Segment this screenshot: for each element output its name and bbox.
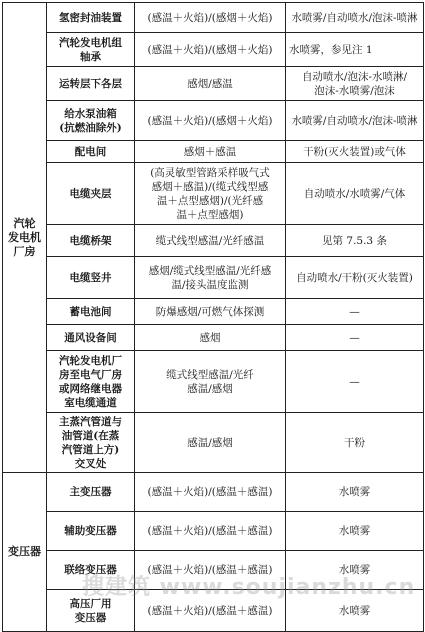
table-row xyxy=(3,413,424,473)
extinguish-cell: 干粉(灭火装置)或气体 xyxy=(286,141,424,163)
detector-cell: 感烟/缆式线型感温/光纤感 温/接头温度监测 xyxy=(135,257,286,299)
group-cell-turbine-hall: 汽轮 发电机 厂房 xyxy=(3,3,47,473)
table-row xyxy=(3,473,424,512)
extinguish-cell: 水喷雾 xyxy=(286,551,424,590)
place-cell: 运转层下各层 xyxy=(47,67,135,101)
extinguish-cell: 水喷雾/自动喷水/泡沫-喷淋 xyxy=(286,3,424,33)
table-row xyxy=(3,33,424,67)
detector-cell: 感烟/感温 xyxy=(135,67,286,101)
place-cell: 主蒸汽管道与 油管道(在蒸 汽管道上方) 交叉处 xyxy=(47,413,135,473)
table-row xyxy=(3,225,424,257)
place-cell: 辅助变压器 xyxy=(47,512,135,551)
extinguish-cell: 干粉 xyxy=(286,413,424,473)
extinguish-cell: 水喷雾 xyxy=(286,590,424,632)
table-row xyxy=(3,325,424,351)
place-cell: 氢密封油装置 xyxy=(47,3,135,33)
extinguish-cell: 自动喷水/干粉(灭火装置) xyxy=(286,257,424,299)
watermark-text: 搜建筑 www.soujianzhu.cn xyxy=(82,575,416,600)
place-cell: 联络变压器 xyxy=(47,551,135,590)
table-row xyxy=(3,163,424,225)
table-row xyxy=(3,67,424,101)
extinguish-cell: 自动喷水/水喷雾/气体 xyxy=(286,163,424,225)
detector-cell: 感烟＋感温 xyxy=(135,141,286,163)
detector-cell: (感温＋火焰)/(感烟＋火焰) xyxy=(135,3,286,33)
detector-cell: (感温＋火焰)/(感温＋感温) xyxy=(135,512,286,551)
extinguish-cell: 水喷雾/自动喷水/泡沫-喷淋 xyxy=(286,101,424,141)
detector-cell: (感温＋火焰)/(感烟＋火焰) xyxy=(135,33,286,67)
extinguish-cell: — xyxy=(286,325,424,351)
place-cell: 电缆竖井 xyxy=(47,257,135,299)
place-cell: 电缆桥架 xyxy=(47,225,135,257)
place-cell: 汽轮发电机组 轴承 xyxy=(47,33,135,67)
extinguish-cell: 见第 7.5.3 条 xyxy=(286,225,424,257)
detector-cell: (感温＋火焰)/(感温＋感温) xyxy=(135,590,286,632)
detector-cell: 感烟 xyxy=(135,325,286,351)
detector-cell: 防爆感烟/可燃气体探测 xyxy=(135,299,286,325)
table-row xyxy=(3,141,424,163)
detector-cell: (感温＋火焰)/(感温＋感温) xyxy=(135,473,286,512)
extinguish-cell: 水喷雾 xyxy=(286,473,424,512)
place-cell: 电缆夹层 xyxy=(47,163,135,225)
detector-cell: 缆式线型感温/光纤感温 xyxy=(135,225,286,257)
place-cell: 配电间 xyxy=(47,141,135,163)
table-row xyxy=(3,590,424,632)
detector-cell: (感温＋火焰)/(感烟＋火焰) xyxy=(135,101,286,141)
table-row xyxy=(3,512,424,551)
table-row xyxy=(3,257,424,299)
detector-cell: (感温＋火焰)/(感温＋感温) xyxy=(135,551,286,590)
extinguish-cell: 水喷雾 xyxy=(286,512,424,551)
detector-cell: 缆式线型感温/光纤 感温/感烟 xyxy=(135,351,286,413)
table-row xyxy=(3,299,424,325)
table-row xyxy=(3,551,424,590)
place-cell: 高压厂用 变压器 xyxy=(47,590,135,632)
fire-protection-table xyxy=(2,2,424,632)
detector-cell: (高灵敏型管路采样吸气式 感烟＋感温)/(缆式线型感 温＋点型感烟)/(光纤感 温＋点型感烟) xyxy=(135,163,286,225)
extinguish-cell: — xyxy=(286,351,424,413)
extinguish-cell: — xyxy=(286,299,424,325)
place-cell: 通风设备间 xyxy=(47,325,135,351)
table-row xyxy=(3,351,424,413)
detector-cell: 感温/感烟 xyxy=(135,413,286,473)
table-row xyxy=(3,3,424,33)
extinguish-cell: 水喷雾，参见注 1 xyxy=(286,33,424,67)
place-cell: 蓄电池间 xyxy=(47,299,135,325)
place-cell: 汽轮发电机厂 房至电气厂房 或网络继电器 室电缆通道 xyxy=(47,351,135,413)
table-row xyxy=(3,101,424,141)
extinguish-cell: 自动喷水/泡沫-水喷淋/ 泡沫-水喷雾/泡沫 xyxy=(286,67,424,101)
place-cell: 主变压器 xyxy=(47,473,135,512)
document-page xyxy=(2,2,423,624)
place-cell: 给水泵油箱 (抗燃油除外) xyxy=(47,101,135,141)
group-cell-transformer: 变压器 xyxy=(3,473,47,632)
